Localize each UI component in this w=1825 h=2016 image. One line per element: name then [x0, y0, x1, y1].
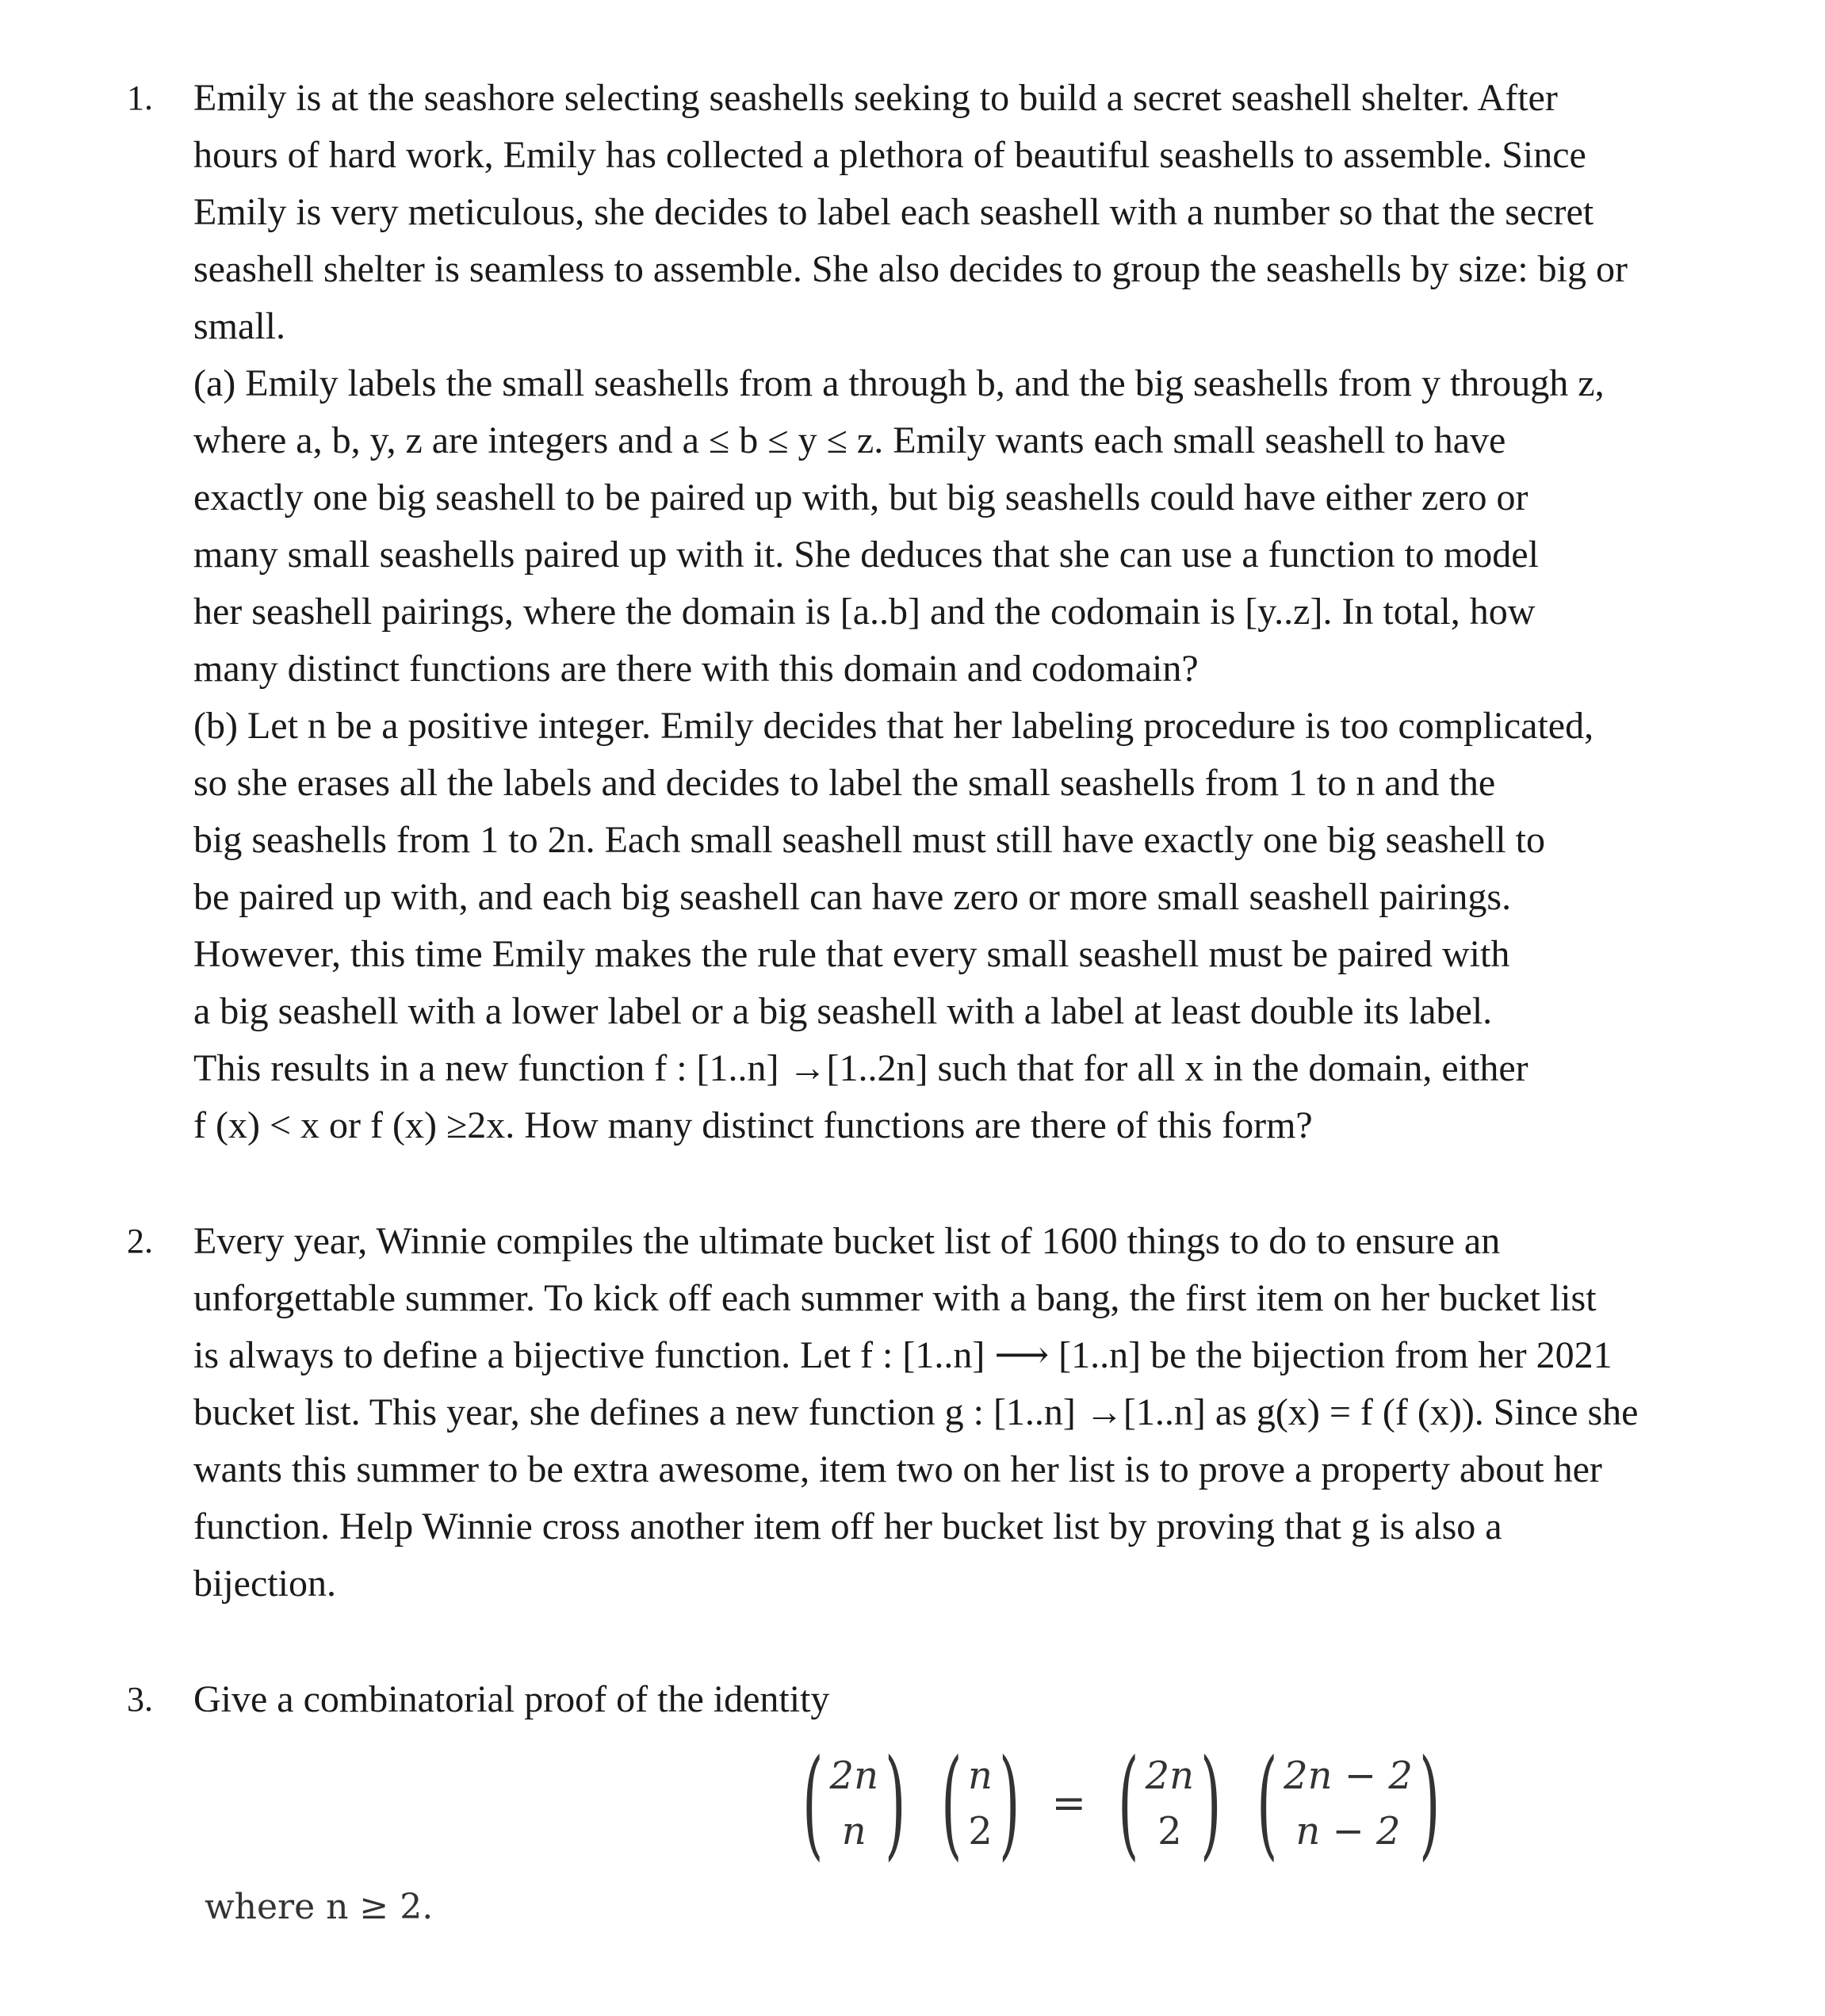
binom-lhs-2 — [928, 1735, 1033, 1873]
text-line: a big seashell with a lower label or a big seashell with a label at least double its label. — [193, 990, 1493, 1032]
text-line: many distinct functions are there with this domain and codomain? — [193, 648, 1199, 690]
part-b-line: (b) Let n be a positive integer. Emily decides that her labeling procedure is too complicated, — [193, 705, 1594, 747]
text-line: bucket list. This year, she defines a new function g : [1..n] →[1..n] as g(x) = f (f (x)). Since she — [193, 1391, 1639, 1433]
text-line: function. Help Winnie cross another item off her bucket list by proving that g is also a — [193, 1505, 1502, 1547]
binom-bottom: n − 2 — [1295, 1809, 1401, 1853]
part-a-line: (a) Emily labels the small seashells from a through b, and the big seashells from y through z, — [193, 362, 1605, 404]
binom-top: 2n − 2 — [1284, 1754, 1413, 1798]
text-line: her seashell pairings, where the domain is [a..b] and the codomain is [y..z]. In total, how — [193, 591, 1536, 633]
binom-rhs-1 — [1105, 1735, 1234, 1873]
equals-sign: = — [1051, 1780, 1087, 1827]
text-line: bijection. — [193, 1563, 336, 1605]
text-line: many small seashells paired up with it. She deduces that she can use a function to model — [193, 534, 1539, 576]
text-line: be paired up with, and each big seashell can have zero or more small seashell pairings. — [193, 876, 1512, 918]
binom-top: 2n — [829, 1754, 878, 1798]
binom-top: 2n — [1145, 1754, 1195, 1798]
text-line: unforgettable summer. To kick off each summer with a bang, the first item on her bucket list — [193, 1277, 1597, 1319]
text-line: wants this summer to be extra awesome, item two on her list is to prove a property about her — [193, 1448, 1602, 1490]
binom-top: n — [968, 1754, 993, 1798]
problem-number: 2. — [127, 1222, 153, 1260]
text-line: big seashells from 1 to 2n. Each small seashell must still have exactly one big seashell to — [193, 819, 1545, 861]
binom-lhs-1 — [790, 1735, 919, 1873]
text-line: so she erases all the labels and decides to label the small seashells from 1 to n and the — [193, 762, 1496, 804]
right-paren: ) — [999, 1735, 1020, 1873]
left-paren: ( — [802, 1735, 824, 1873]
problem-number: 3. — [127, 1680, 153, 1719]
binom-bottom: 2 — [968, 1809, 993, 1853]
right-paren: ) — [885, 1735, 906, 1873]
binom-bottom: n — [841, 1809, 867, 1853]
problem-number: 1. — [127, 78, 153, 117]
text-line: hours of hard work, Emily has collected a plethora of beautiful seashells to assemble. Since — [193, 134, 1586, 176]
binom-bottom: 2 — [1157, 1809, 1182, 1853]
text-line: However, this time Emily makes the rule that every small seashell must be paired with — [193, 933, 1510, 975]
text-line: Every year, Winnie compiles the ultimate bucket list of 1600 things to do to ensure an — [193, 1220, 1501, 1262]
text-line: Give a combinatorial proof of the identity — [193, 1678, 830, 1720]
text-line: small. — [193, 305, 285, 347]
problem-text — [193, 1213, 1700, 1612]
right-paren: ) — [1418, 1735, 1440, 1873]
problem-text — [193, 70, 1700, 1154]
binom-rhs-2 — [1244, 1735, 1453, 1873]
identity-condition: where n ≥ 2. — [205, 1887, 434, 1927]
right-paren: ) — [1200, 1735, 1222, 1873]
text-line: This results in a new function f : [1..n] →[1..2n] such that for all x in the domain, either — [193, 1047, 1528, 1089]
binomial-identity — [785, 1735, 1457, 1873]
text-line: seashell shelter is seamless to assemble. She also decides to group the seashells by size: big or — [193, 248, 1628, 290]
problem-text — [193, 1671, 1700, 1728]
text-line: Emily is very meticulous, she decides to label each seashell with a number so that the secret — [193, 191, 1594, 233]
left-paren: ( — [1256, 1735, 1278, 1873]
text-line: where a, b, y, z are integers and a ≤ b ≤ y ≤ z. Emily wants each small seashell to have — [193, 419, 1506, 461]
text-line: is always to define a bijective function. Let f : [1..n] ⟶ [1..n] be the bijection from her 2021 — [193, 1334, 1613, 1376]
text-line: Emily is at the seashore selecting seashells seeking to build a secret seashell shelter. After — [193, 77, 1558, 119]
left-paren: ( — [1118, 1735, 1139, 1873]
text-line: exactly one big seashell to be paired up with, but big seashells could have either zero or — [193, 476, 1528, 518]
text-line: f (x) < x or f (x) ≥2x. How many distinct functions are there of this form? — [193, 1104, 1313, 1146]
left-paren: ( — [940, 1735, 962, 1873]
